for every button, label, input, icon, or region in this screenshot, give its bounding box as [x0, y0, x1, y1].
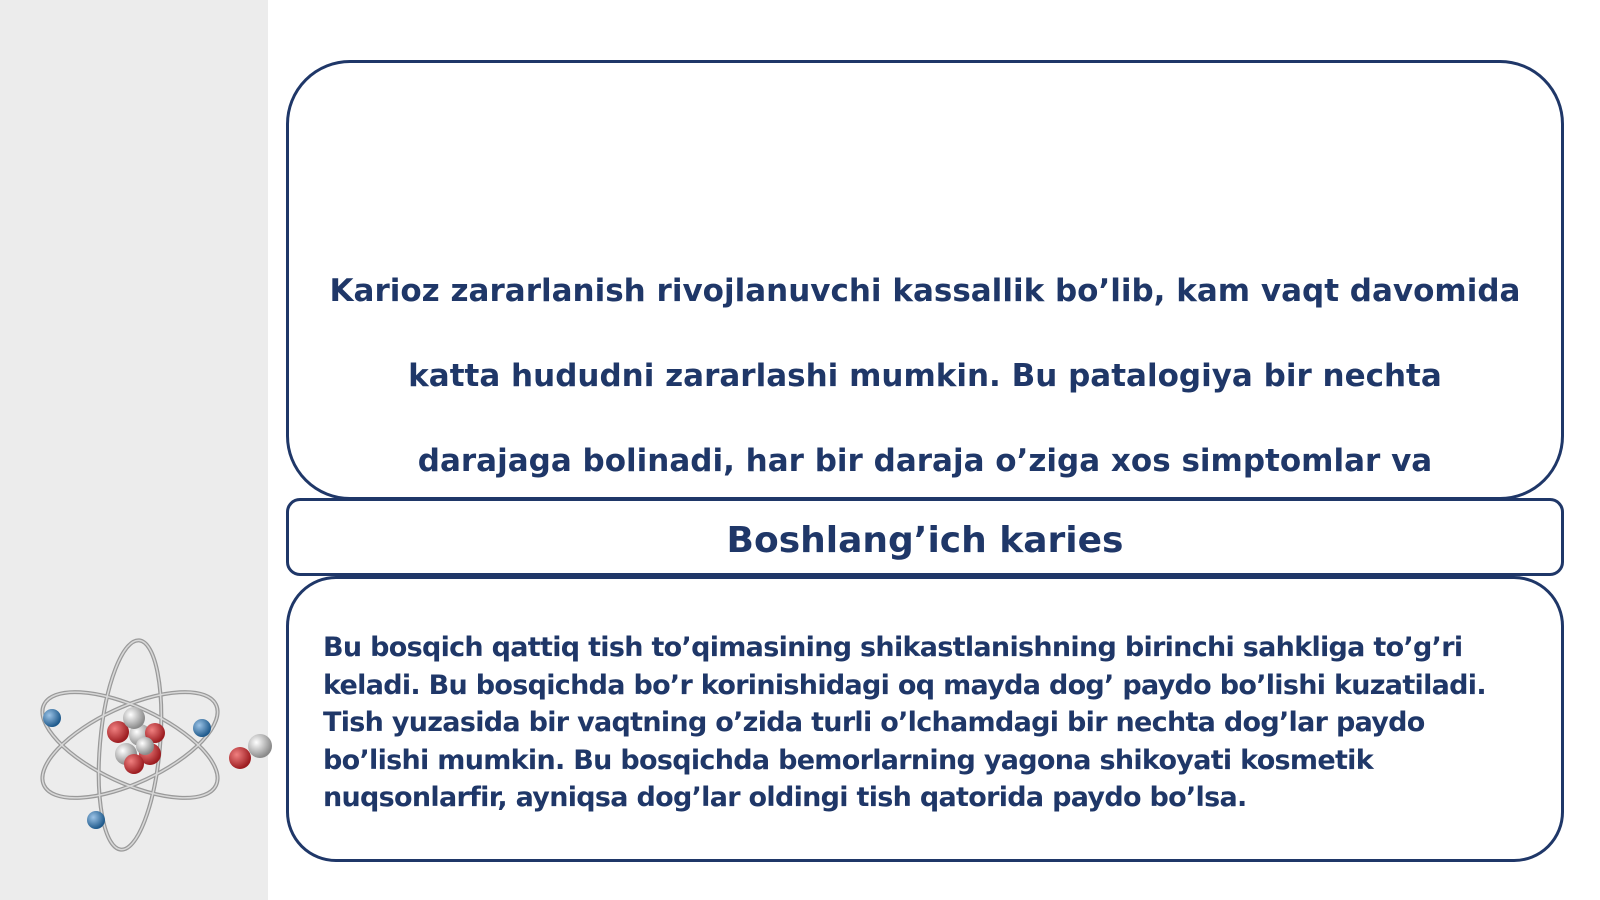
description-text: Bu bosqich qattiq tish to’qimasining shikastlanishning birinchi sahkliga to’g’ri keladi. Bu bosqichda bo’r korinishidagi oq mayda dog’ paydo bo’lishi kuzatiladi. Tish yuzasida bir vaqtning o’zida turli o’lchamdagi bir nechta dog’lar paydo bo’lishi mumkin. Bu bosqichda bemorlarning yagona shikoyati kosmetik nuqsonlarfir, ayniqsa dog’lar oldingi tish qatorida paydo bo’lsa.: [323, 632, 1486, 813]
atom-icon: [30, 630, 290, 860]
intro-text: Karioz zararlanish rivojlanuvchi kassallik bo’lib, kam vaqt davomida katta hududni zararlashi mumkin. Bu patalogiya bir nechta darajaga bolinadi, har bir daraja o’ziga xos simptomlar va: [329, 273, 1521, 479]
section-title: Boshlang’ich karies: [726, 519, 1124, 561]
section-title-card: [286, 498, 1564, 576]
description-card: [286, 576, 1564, 862]
intro-card: [286, 60, 1564, 500]
